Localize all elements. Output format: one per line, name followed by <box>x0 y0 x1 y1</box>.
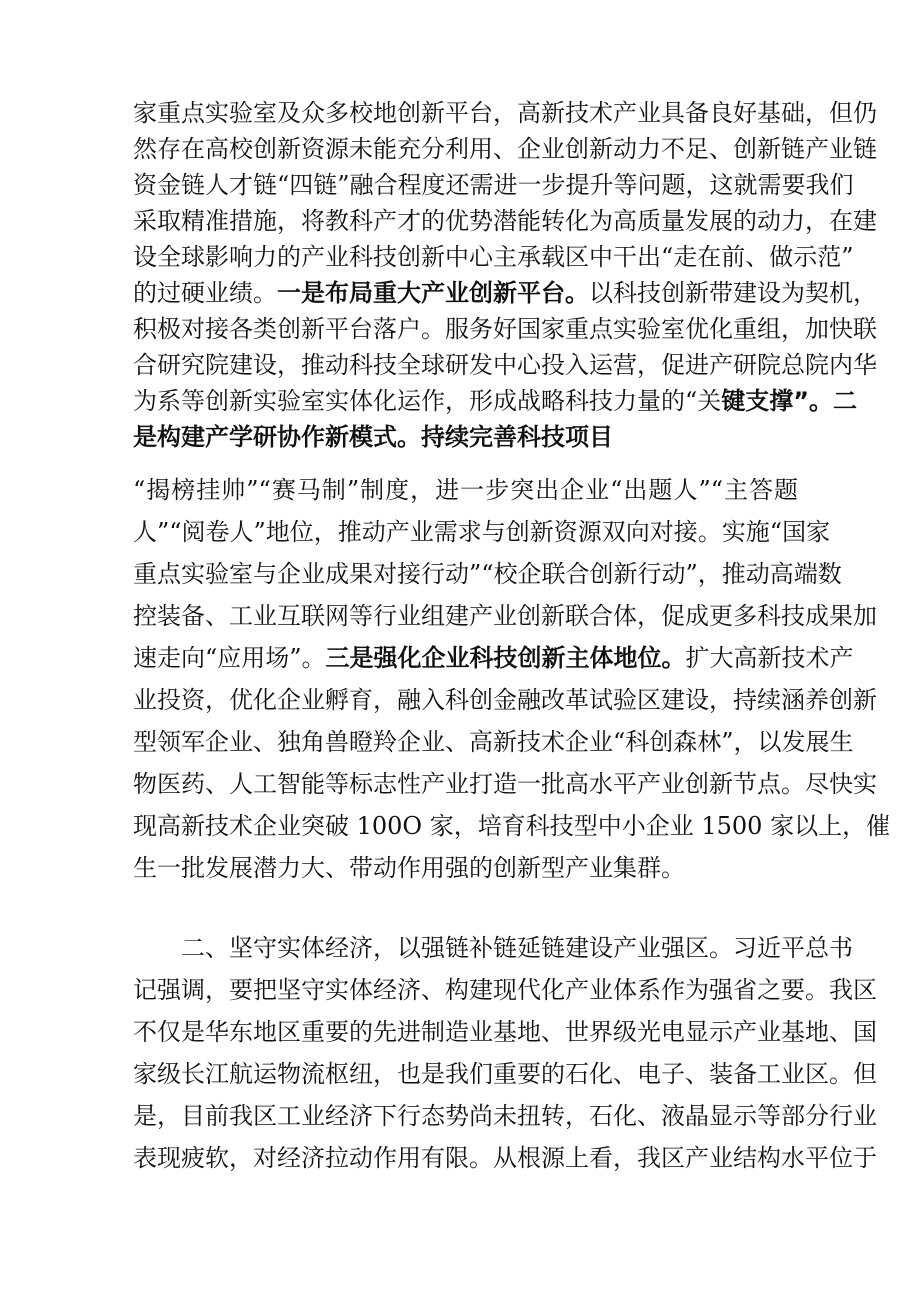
text-run: 合研究院建设，推动科技全球研发中心投入运营，促进产研院总院内华 <box>133 351 877 379</box>
text-line <box>133 724 854 760</box>
text-line <box>181 930 853 966</box>
text-run: 不仅是华东地区重要的先进制造业基地、世界级光电显示产业基地、国 <box>133 1018 877 1046</box>
text-run: 型领军企业、独角兽瞪羚企业、高新技术企业“科创森林”，以发展生 <box>133 728 854 756</box>
text-line <box>133 95 877 131</box>
text-run: 以科技创新带建设为契机， <box>589 279 877 307</box>
text-line <box>133 383 858 419</box>
text-run: 家重点实验室及众多校地创新平台，高新技术产业具备良好基础，但仍 <box>133 99 877 127</box>
text-line <box>133 347 877 383</box>
text-run: 然存在高校创新资源未能充分利用、企业创新动力不足、创新链产业链 <box>133 135 877 163</box>
text-run: 设全球影响力的产业科技创新中心主承载区中干出“走在前、做示范” <box>133 243 854 271</box>
text-run: 为系等创新实验室实体化运作，形成战略科技力量的“关 <box>133 387 722 415</box>
text-run: 控装备、工业互联网等行业组建产业创新联合体，促成更多科技成果加 <box>133 602 877 630</box>
text-run: 物医药、人工智能等标志性产业打造一批高水平产业创新节点。尽快实 <box>133 770 877 798</box>
bold-text: 一是布局重大产业创新平台。 <box>277 279 589 307</box>
text-line <box>133 850 798 886</box>
text-run: 记强调，要把坚守实体经济、构建现代化产业体系作为强省之要。我区 <box>133 976 877 1004</box>
text-line <box>133 514 831 550</box>
text-line <box>133 1140 877 1176</box>
text-line <box>133 598 877 634</box>
bold-text: 键支撑”。二 <box>721 387 858 415</box>
text-run: 扩大高新技术产 <box>685 644 854 672</box>
text-line <box>133 131 877 167</box>
text-run: 重点实验室与企业成果对接行动”“校企联合创新行动”，推动高端数 <box>133 560 842 588</box>
text-line <box>133 472 798 508</box>
text-run: 人”“阅卷人”地位，推动产业需求与创新资源双向对接。实施“国家 <box>133 518 831 546</box>
text-run: 业投资，优化企业孵育，融入科创金融改革试验区建设，持续涵养创新 <box>133 686 877 714</box>
text-line <box>133 419 798 455</box>
bold-text: 三是强化企业科技创新主体地位。 <box>325 644 686 672</box>
text-line <box>133 203 877 239</box>
text-line <box>133 808 891 844</box>
text-line <box>133 167 854 203</box>
text-run: “揭榜挂帅”“赛马制”制度，进一步突出企业“出题人”“主答题 <box>133 476 798 504</box>
text-run: 家级长江航运物流枢纽，也是我们重要的石化、电子、装备工业区。但 <box>133 1060 877 1088</box>
text-line <box>133 766 877 802</box>
text-run: 资金链人才链“四链”融合程度还需进一步提升等问题，这就需要我们 <box>133 171 854 199</box>
text-line <box>133 311 877 347</box>
text-run: 二、坚守实体经济，以强链补链延链建设产业强区。习近平总书 <box>181 934 853 962</box>
text-run: 速走向“应用场”。 <box>133 644 326 672</box>
text-run: 是，目前我区工业经济下行态势尚未扭转，石化、液晶显示等部分行业 <box>133 1102 877 1130</box>
text-line <box>133 1056 877 1092</box>
text-run: 积极对接各类创新平台落户。服务好国家重点实验室优化重组，加快联 <box>133 315 877 343</box>
text-run: 的过硬业绩。 <box>133 279 277 307</box>
text-line <box>133 556 842 592</box>
text-line <box>133 275 877 311</box>
text-line <box>133 239 854 275</box>
text-line <box>133 972 877 1008</box>
bold-text: 是构建产学研协作新模式。持续完善科技项目 <box>133 423 613 451</box>
text-run: 生一批发展潜力大、带动作用强的创新型产业集群。 <box>133 854 685 882</box>
text-line <box>133 1014 877 1050</box>
text-line <box>133 682 877 718</box>
text-line <box>133 1098 877 1134</box>
text-run: 现高新技术企业突破 100O 家，培育科技型中小企业 1500 家以上，催 <box>133 812 891 840</box>
text-run: 表现疲软，对经济拉动作用有限。从根源上看，我区产业结构水平位于 <box>133 1144 877 1172</box>
text-run: 采取精准措施，将教科产才的优势潜能转化为高质量发展的动力，在建 <box>133 207 877 235</box>
text-line <box>133 640 854 676</box>
